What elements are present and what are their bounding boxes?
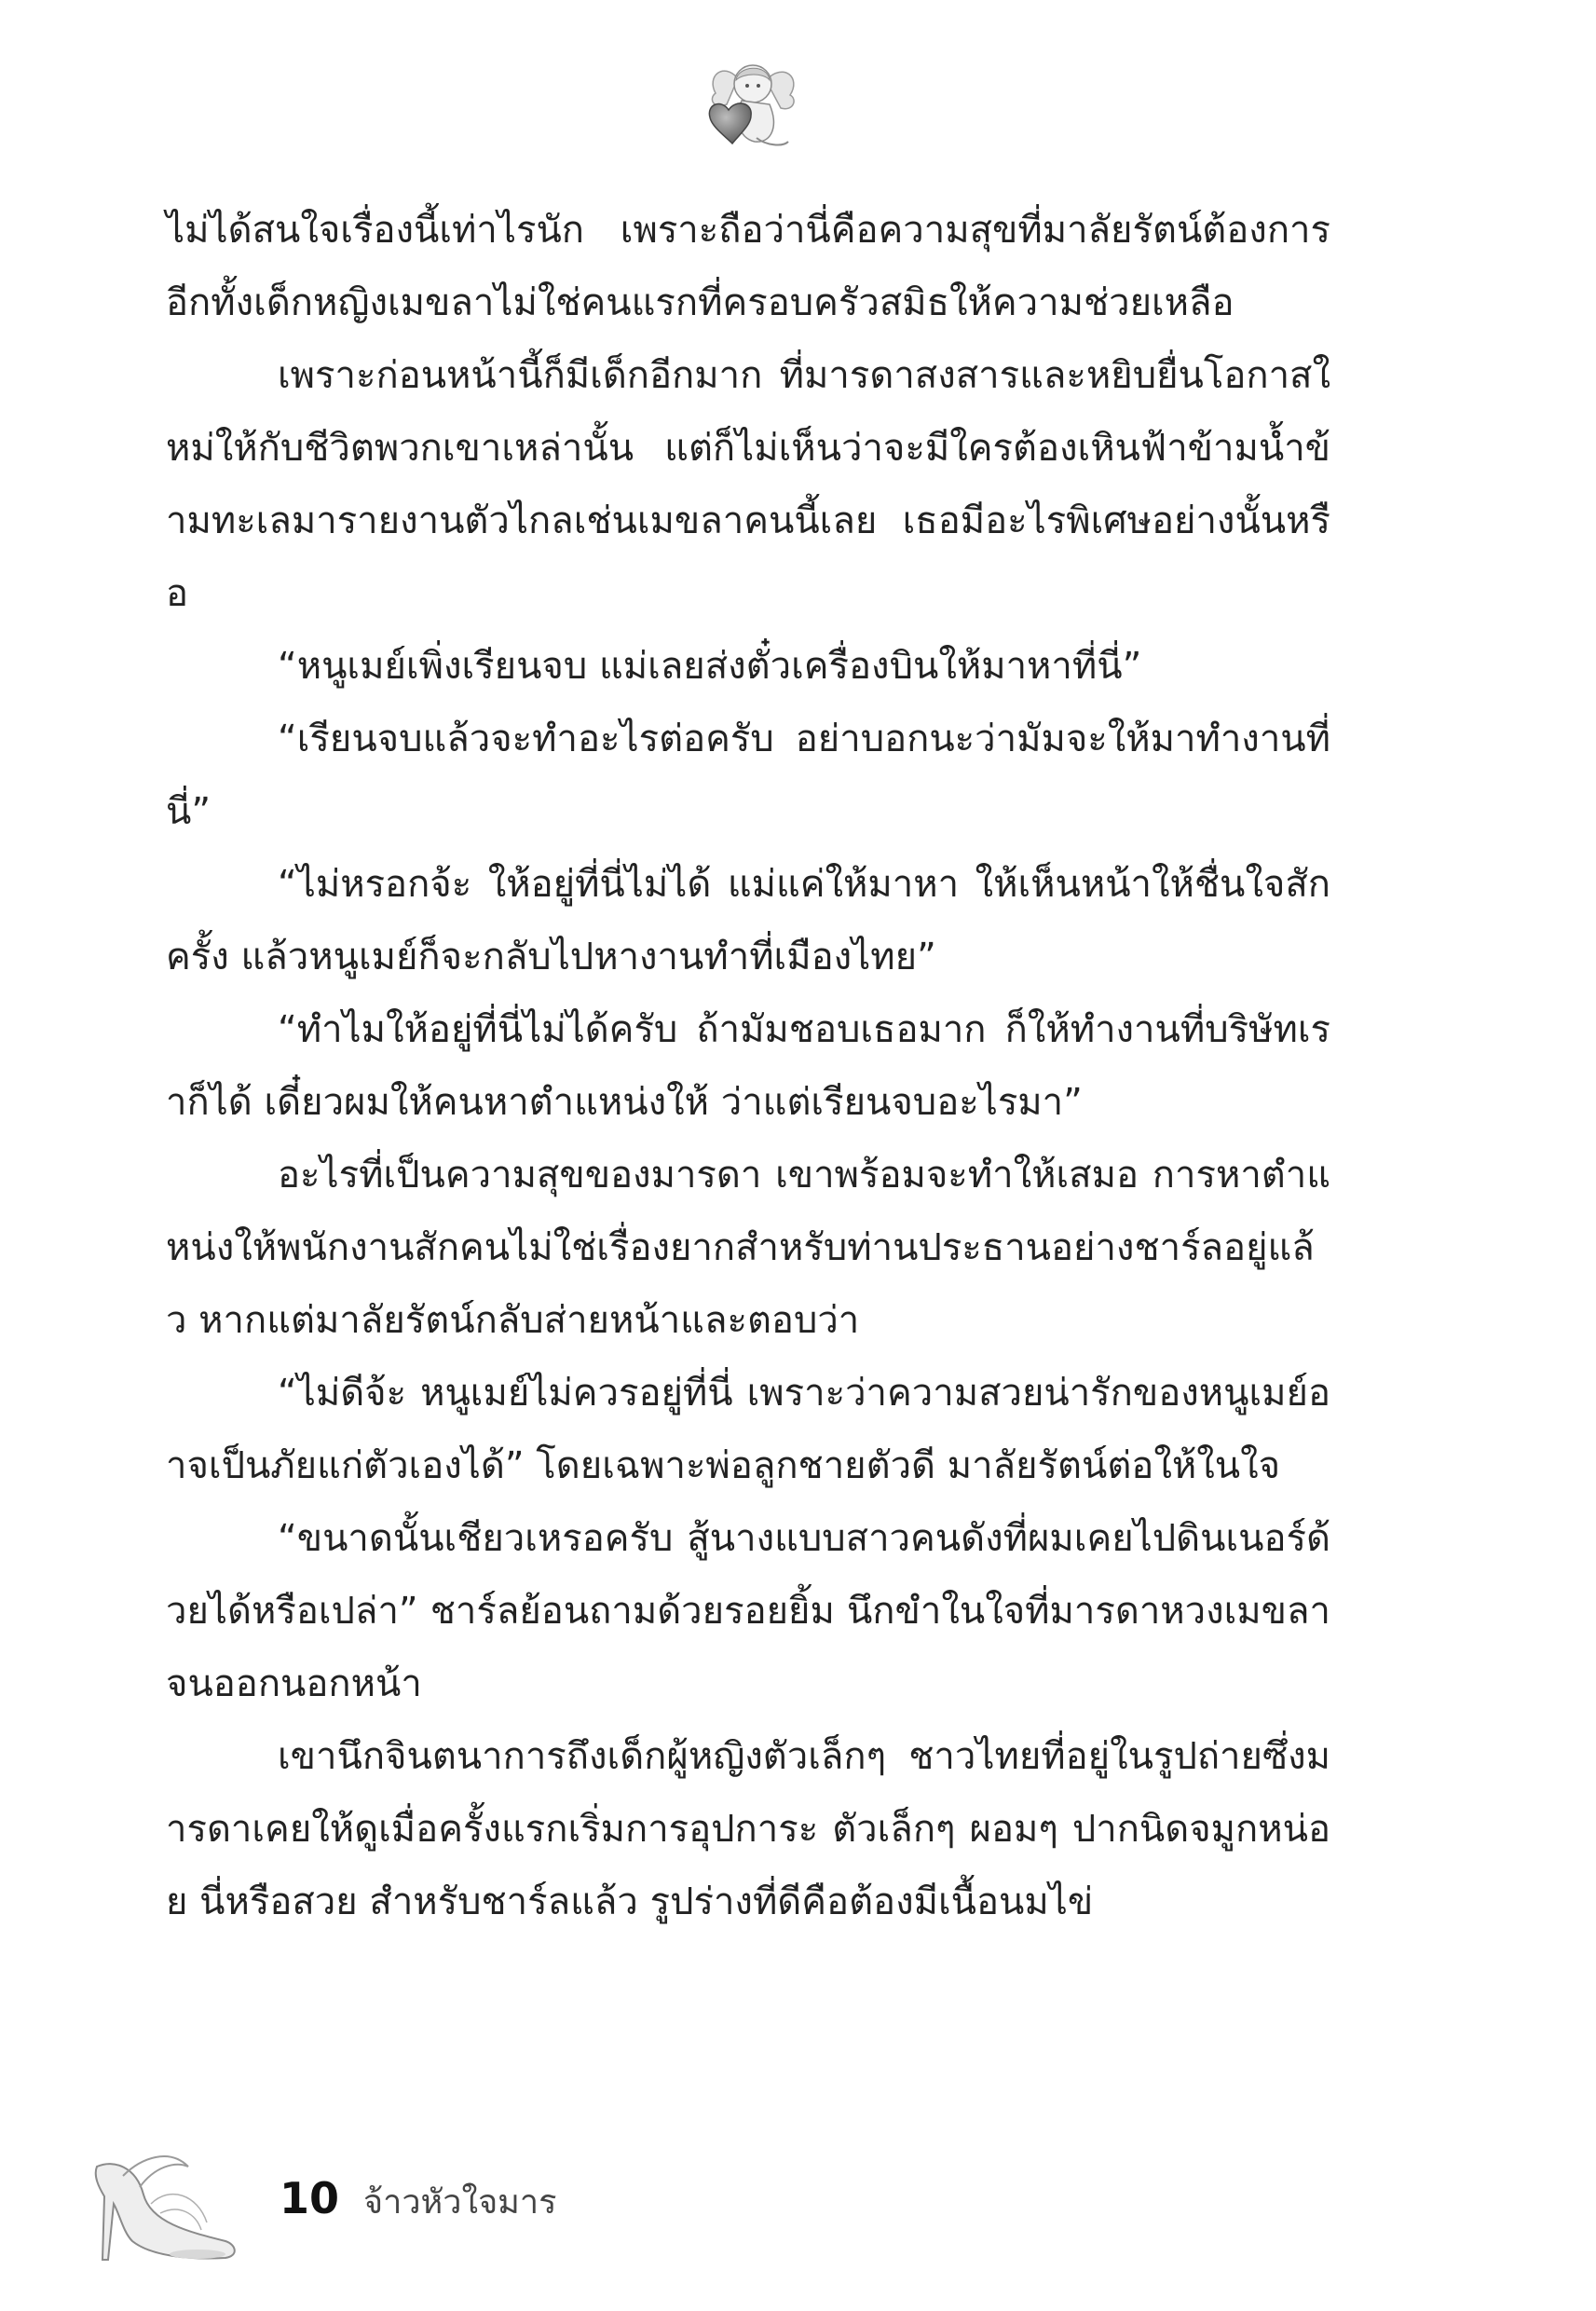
page-number: 10 <box>280 2173 340 2223</box>
paragraph: เพราะก่อนหน้านี้ก็มีเด็กอีกมาก ที่มารดาสงสารและหยิบยื่นโอกาสใหม่ให้กับชีวิตพวกเขาเหล่านั้น แต่ก็ไม่เห็นว่าจะมีใครต้องเหินฟ้าข้ามน้ำข้ามทะเลมารายงานตัวไกลเช่นเมขลาคนนี้เลย เธอมีอะไรพิเศษอย่างนั้นหรือ <box>166 354 1330 615</box>
paragraph: “ไม่หรอกจ้ะ ให้อยู่ที่นี่ไม่ได้ แม่แค่ให้มาหา ให้เห็นหน้าให้ชื่นใจสักครั้ง แล้วหนูเมย์ก็จะกลับไปหางานทำที่เมืองไทย” <box>166 863 1330 978</box>
paragraph: “ขนาดนั้นเชียวเหรอครับ สู้นางแบบสาวคนดังที่ผมเคยไปดินเนอร์ด้วยได้หรือเปล่า” ชาร์ลย้อนถามด้วยรอยยิ้ม นึกขำในใจที่มารดาหวงเมขลาจนออกนอกหน้า <box>166 1517 1330 1705</box>
high-heel-shoe-icon <box>86 2139 244 2269</box>
paragraph: “ไม่ดีจ้ะ หนูเมย์ไม่ควรอยู่ที่นี่ เพราะว่าความสวยน่ารักของหนูเมย์อาจเป็นภัยแก่ตัวเองได้” โดยเฉพาะพ่อลูกชายตัวดี มาลัยรัตน์ต่อให้ในใจ <box>166 1372 1330 1487</box>
paragraph: เขานึกจินตนาการถึงเด็กผู้หญิงตัวเล็กๆ ชาวไทยที่อยู่ในรูปถ่ายซึ่งมารดาเคยให้ดูเมื่อครั้งแรกเริ่มการอุปการะ ตัวเล็กๆ ผอมๆ ปากนิดจมูกหน่อย นี่หรือสวย สำหรับชาร์ลแล้ว รูปร่างที่ดีคือต้องมีเนื้อนมไข่ <box>166 1735 1330 1923</box>
cupid-with-heart-icon <box>701 52 803 155</box>
paragraph: “หนูเมย์เพิ่งเรียนจบ แม่เลยส่งตั๋วเครื่องบินให้มาหาที่นี่” <box>278 645 1142 688</box>
page-footer <box>280 2173 556 2229</box>
book-title: จ้าวหัวใจมาร <box>363 2183 557 2222</box>
paragraph: อะไรที่เป็นความสุขของมารดา เขาพร้อมจะทำให้เสมอ การหาตำแหน่งให้พนักงานสักคนไม่ใช่เรื่องยากสำหรับท่านประธานอย่างชาร์ลอยู่แล้ว หากแต่มาลัยรัตน์กลับส่ายหน้าและตอบว่า <box>166 1154 1330 1342</box>
body-text <box>166 194 1330 1938</box>
paragraph: ไม่ได้สนใจเรื่องนี้เท่าไรนัก เพราะถือว่านี่คือความสุขที่มาลัยรัตน์ต้องการ อีกทั้งเด็กหญิงเมขลาไม่ใช่คนแรกที่ครอบครัวสมิธให้ความช่วยเหลือ <box>166 209 1330 324</box>
paragraph: “ทำไมให้อยู่ที่นี่ไม่ได้ครับ ถ้ามัมชอบเธอมาก ก็ให้ทำงานที่บริษัทเราก็ได้ เดี๋ยวผมให้คนหาตำแหน่งให้ ว่าแต่เรียนจบอะไรมา” <box>166 1008 1330 1124</box>
paragraph: “เรียนจบแล้วจะทำอะไรต่อครับ อย่าบอกนะว่ามัมจะให้มาทำงานที่นี่” <box>166 718 1330 833</box>
